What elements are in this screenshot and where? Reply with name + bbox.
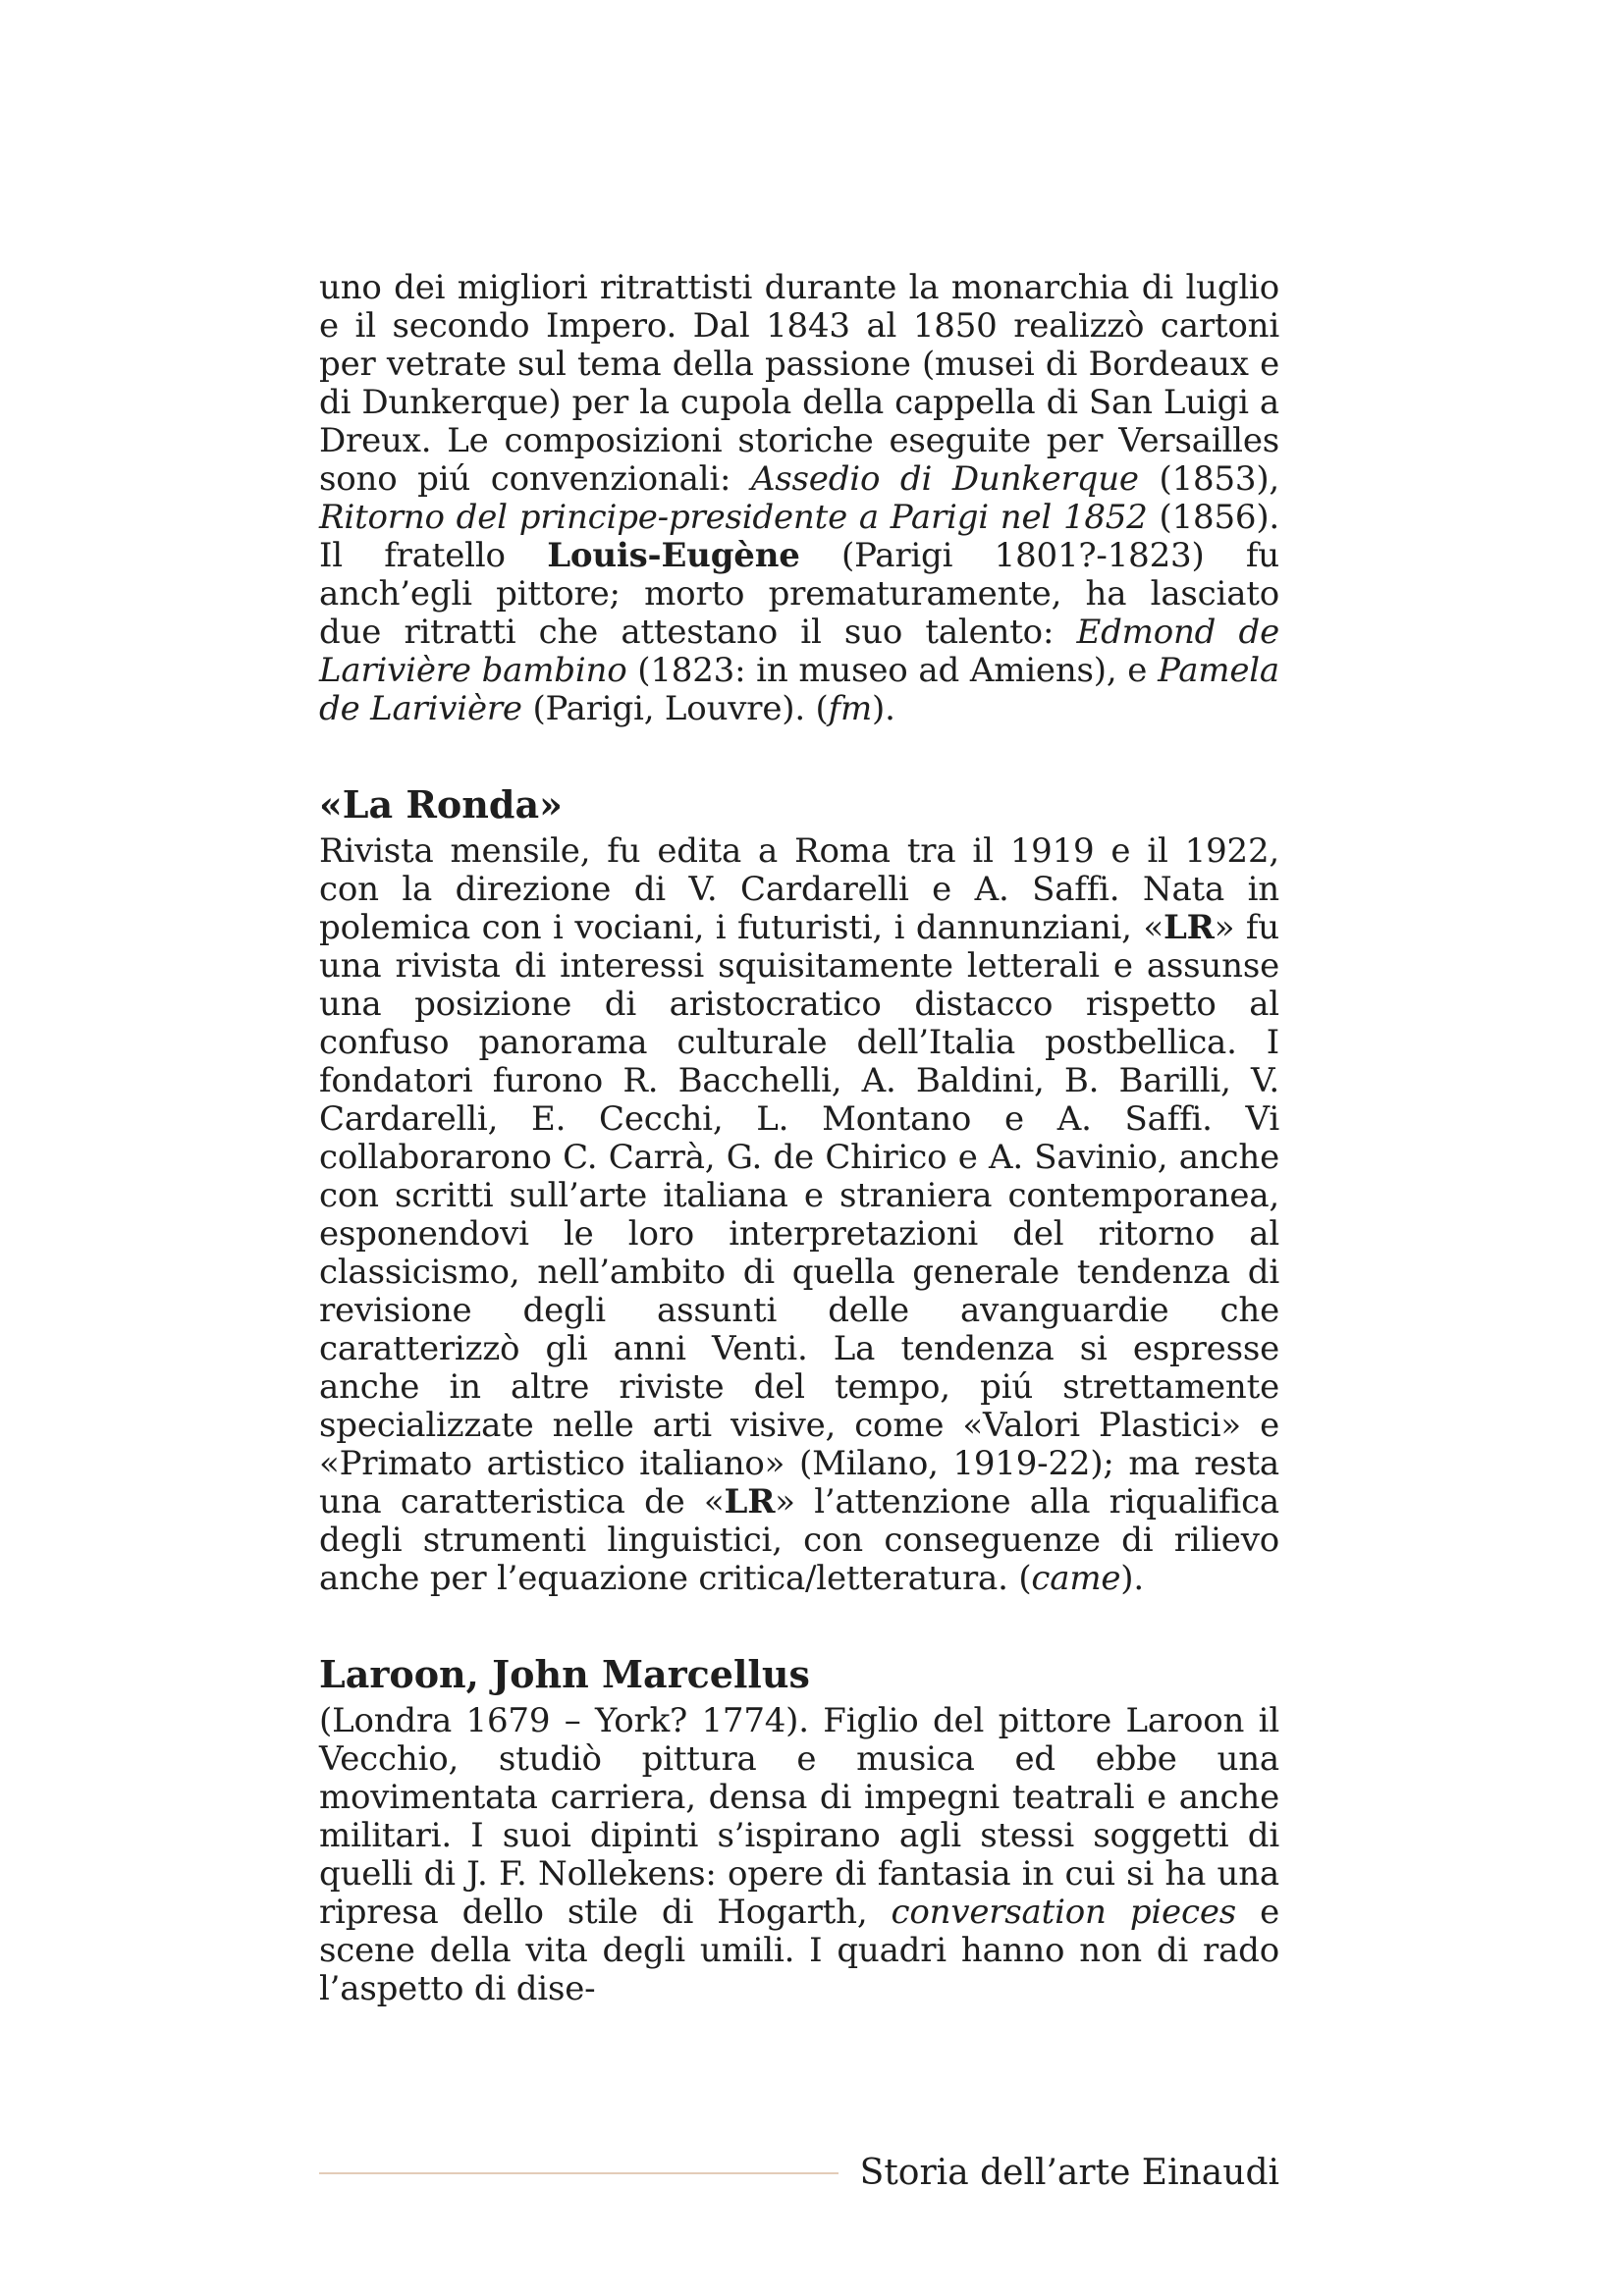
text-run: (Londra 1679 – York? 1774). Figlio del pittore Laroon il Vecchio, studiò pittura e musica ed ebbe una movimentata carriera, densa di impegni teatrali e anche militari. I suoi dipinti s’ispirano agli stessi soggetti di quelli di J. F. Nollekens: opere di fantasia in cui si ha una ripresa dello stile di Hogarth,: [319, 1701, 1279, 1932]
entry-body: [319, 1702, 1279, 2008]
author-initials: fm: [828, 689, 873, 728]
text-run: ).: [872, 689, 895, 728]
bold-name-run: Louis-Eugène: [547, 536, 800, 575]
text-run: uno dei migliori ritrattisti durante la monarchia di luglio e il secondo Impero. Dal 1843 al 1850 realizzò cartoni per vetrate sul tema della passione (musei di Bordeaux e di Dunkerque) per la cupola della cappella di San Luigi a Dreux. Le composizioni storiche eseguite per Versailles sono piú convenzionali:: [319, 268, 1279, 499]
page-content: [319, 269, 1279, 2008]
entry-la-ronda: [319, 783, 1279, 1598]
entry-title: Laroon, John Marcellus: [319, 1652, 810, 1696]
text-run: » fu una rivista di interessi squisitamente letterali e assunse una posizione di aristocratico distacco rispetto al confuso panorama culturale dell’Italia postbellica. I fondatori furono R. Bacchelli, A. Baldini, B. Barilli, V. Cardarelli, E. Cecchi, L. Montano e A. Saffi. Vi collaborarono C. Carrà, G. de Chirico e A. Savinio, anche con scritti sull’arte italiana e straniera contemporanea, esponendovi le loro interpretazioni del ritorno al classicismo, nell’ambito di quella generale tendenza di revisione degli assunti delle avanguardie che caratterizzò gli anni Venti. La tendenza si espresse anche in altre riviste del tempo, piú strettamente specializzate nelle arti visive, come «Valori Plastici» e «Primato artistico italiano» (Milano, 1919-22); ma resta una caratteristica de «: [319, 908, 1279, 1522]
text-run: (Parigi 1801?-1823) fu anch’egli pittore; morto prematuramente, ha lasciato due ritratti che attestano il suo talento:: [319, 536, 1279, 652]
italic-title-run: Ritorno del principe-presidente a Parigi nel 1852: [319, 498, 1148, 537]
italic-title-run: Assedio di Dunkerque: [750, 459, 1139, 499]
text-run: Rivista mensile, fu edita a Roma tra il 1919 e il 1922, con la direzione di V. Cardarelli e A. Saffi. Nata in polemica con i vociani, i futuristi, i dannunziani, «: [319, 831, 1279, 947]
bold-abbrev-run: LR: [724, 1482, 776, 1522]
bold-abbrev-run: LR: [1163, 908, 1215, 947]
italic-title-run: Edmond de Larivière bambino: [319, 613, 1279, 690]
footer-divider: [319, 2172, 839, 2174]
author-initials: came: [1031, 1559, 1121, 1598]
footer-label: Storia dell’arte Einaudi: [859, 2153, 1279, 2193]
text-run: » l’attenzione alla riqualifica degli strumenti linguistici, con conseguenze di rilievo anche per l’equazione critica/letteratura. (: [319, 1482, 1279, 1598]
entry-laroon: [319, 1653, 1279, 2008]
text-run: (1856). Il fratello: [319, 498, 1280, 575]
text-run: ).: [1120, 1559, 1144, 1598]
entry-body: [319, 832, 1279, 1598]
page-footer: [319, 2152, 1279, 2195]
entry-continuation: [319, 269, 1279, 728]
text-run: (1853),: [1138, 459, 1279, 499]
entry-title: «La Ronda»: [319, 782, 563, 827]
text-run: (1823: in museo ad Amiens), e: [626, 651, 1159, 690]
text-run: (Parigi, Louvre). (: [521, 689, 829, 728]
entry-body: [319, 269, 1279, 728]
text-run: e scene della vita degli umili. I quadri hanno non di rado l’aspetto di dise-: [319, 1893, 1280, 2008]
italic-title-run: Pamela de Larivière: [319, 651, 1279, 728]
italic-term-run: conversation pieces: [891, 1893, 1236, 1932]
